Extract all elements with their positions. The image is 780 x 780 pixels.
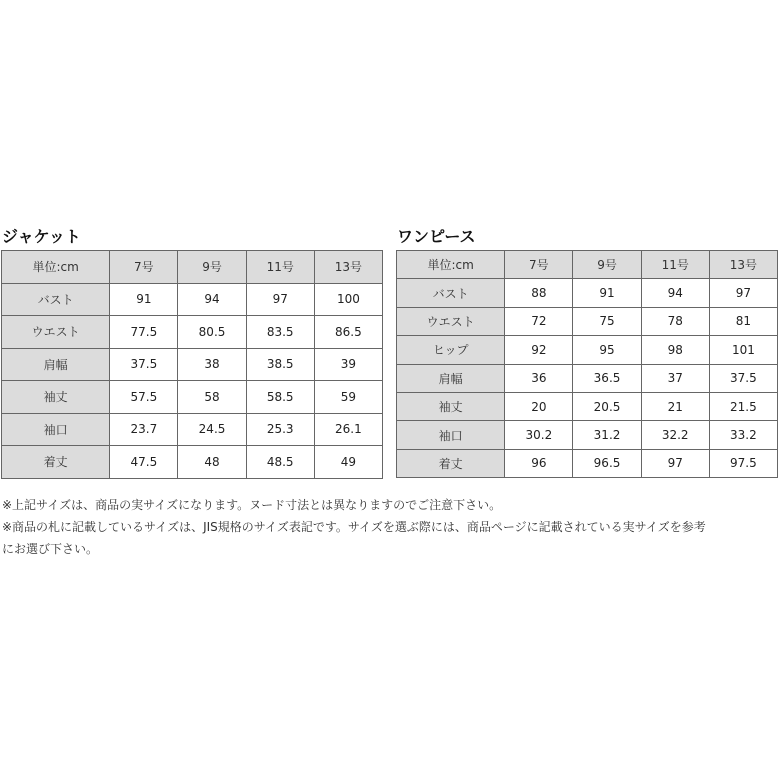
table-cell: 88 bbox=[505, 279, 573, 307]
table-cell: 83.5 bbox=[246, 316, 314, 349]
note-jis-size-continued: にお選び下さい。 bbox=[2, 542, 99, 556]
table-header-row bbox=[2, 251, 383, 284]
table-cell: 23.7 bbox=[110, 413, 178, 446]
row-label: 肩幅 bbox=[397, 364, 505, 392]
row-label: ヒップ bbox=[397, 336, 505, 364]
table-cell: 75 bbox=[573, 307, 641, 335]
table-cell: 97 bbox=[709, 279, 777, 307]
table-cell: 37.5 bbox=[709, 364, 777, 392]
table-cell: 58.5 bbox=[246, 381, 314, 414]
table-cell: 97 bbox=[641, 449, 709, 477]
table-cell: 78 bbox=[641, 307, 709, 335]
row-label: 袖口 bbox=[2, 413, 110, 446]
table-cell: 20.5 bbox=[573, 392, 641, 420]
table-cell: 91 bbox=[573, 279, 641, 307]
row-label: 着丈 bbox=[2, 446, 110, 479]
table-row bbox=[2, 381, 383, 414]
row-label: バスト bbox=[397, 279, 505, 307]
table-cell: 96 bbox=[505, 449, 573, 477]
table-cell: 38.5 bbox=[246, 348, 314, 381]
dress-size-table bbox=[396, 250, 778, 478]
size-header-7: 7号 bbox=[110, 251, 178, 284]
row-label: 袖丈 bbox=[397, 392, 505, 420]
table-row bbox=[2, 413, 383, 446]
unit-header: 単位:cm bbox=[2, 251, 110, 284]
table-cell: 96.5 bbox=[573, 449, 641, 477]
table-cell: 94 bbox=[641, 279, 709, 307]
size-header-11: 11号 bbox=[641, 251, 709, 279]
table-cell: 36.5 bbox=[573, 364, 641, 392]
table-cell: 101 bbox=[709, 336, 777, 364]
table-cell: 49 bbox=[314, 446, 382, 479]
table-cell: 24.5 bbox=[178, 413, 246, 446]
table-cell: 80.5 bbox=[178, 316, 246, 349]
table-cell: 48.5 bbox=[246, 446, 314, 479]
row-label: 肩幅 bbox=[2, 348, 110, 381]
table-cell: 81 bbox=[709, 307, 777, 335]
table-cell: 98 bbox=[641, 336, 709, 364]
table-cell: 37.5 bbox=[110, 348, 178, 381]
table-cell: 72 bbox=[505, 307, 573, 335]
table-row bbox=[397, 279, 778, 307]
table-cell: 26.1 bbox=[314, 413, 382, 446]
table-cell: 36 bbox=[505, 364, 573, 392]
row-label: 着丈 bbox=[397, 449, 505, 477]
table-cell: 57.5 bbox=[110, 381, 178, 414]
table-cell: 86.5 bbox=[314, 316, 382, 349]
table-cell: 95 bbox=[573, 336, 641, 364]
table-cell: 94 bbox=[178, 283, 246, 316]
table-cell: 38 bbox=[178, 348, 246, 381]
table-cell: 37 bbox=[641, 364, 709, 392]
table-cell: 100 bbox=[314, 283, 382, 316]
note-jis-size: ※商品の札に記載しているサイズは、JIS規格のサイズ表記です。サイズを選ぶ際には、商品ページに記載されている実サイズを参考 bbox=[2, 520, 706, 534]
size-header-11: 11号 bbox=[246, 251, 314, 284]
size-header-9: 9号 bbox=[178, 251, 246, 284]
table-row bbox=[2, 283, 383, 316]
dress-title: ワンピース bbox=[397, 227, 476, 246]
jacket-title: ジャケット bbox=[2, 227, 81, 246]
table-cell: 20 bbox=[505, 392, 573, 420]
table-cell: 77.5 bbox=[110, 316, 178, 349]
table-row bbox=[397, 392, 778, 420]
table-cell: 31.2 bbox=[573, 421, 641, 449]
table-cell: 59 bbox=[314, 381, 382, 414]
row-label: ウエスト bbox=[2, 316, 110, 349]
table-cell: 21 bbox=[641, 392, 709, 420]
table-cell: 39 bbox=[314, 348, 382, 381]
table-cell: 47.5 bbox=[110, 446, 178, 479]
table-cell: 33.2 bbox=[709, 421, 777, 449]
table-cell: 97 bbox=[246, 283, 314, 316]
table-row bbox=[397, 307, 778, 335]
table-cell: 97.5 bbox=[709, 449, 777, 477]
note-actual-size: ※上記サイズは、商品の実サイズになります。ヌード寸法とは異なりますのでご注意下さい。 bbox=[2, 498, 502, 512]
row-label: 袖口 bbox=[397, 421, 505, 449]
table-row bbox=[397, 449, 778, 477]
table-cell: 91 bbox=[110, 283, 178, 316]
row-label: 袖丈 bbox=[2, 381, 110, 414]
table-cell: 25.3 bbox=[246, 413, 314, 446]
row-label: ウエスト bbox=[397, 307, 505, 335]
size-header-9: 9号 bbox=[573, 251, 641, 279]
table-row bbox=[397, 364, 778, 392]
table-row bbox=[397, 421, 778, 449]
table-row bbox=[397, 336, 778, 364]
size-header-13: 13号 bbox=[314, 251, 382, 284]
table-row bbox=[2, 446, 383, 479]
jacket-size-table bbox=[1, 250, 383, 479]
table-cell: 58 bbox=[178, 381, 246, 414]
table-cell: 48 bbox=[178, 446, 246, 479]
row-label: バスト bbox=[2, 283, 110, 316]
table-cell: 30.2 bbox=[505, 421, 573, 449]
size-header-13: 13号 bbox=[709, 251, 777, 279]
size-header-7: 7号 bbox=[505, 251, 573, 279]
table-row bbox=[2, 316, 383, 349]
table-row bbox=[2, 348, 383, 381]
table-header-row bbox=[397, 251, 778, 279]
unit-header: 単位:cm bbox=[397, 251, 505, 279]
table-cell: 21.5 bbox=[709, 392, 777, 420]
table-cell: 32.2 bbox=[641, 421, 709, 449]
table-cell: 92 bbox=[505, 336, 573, 364]
